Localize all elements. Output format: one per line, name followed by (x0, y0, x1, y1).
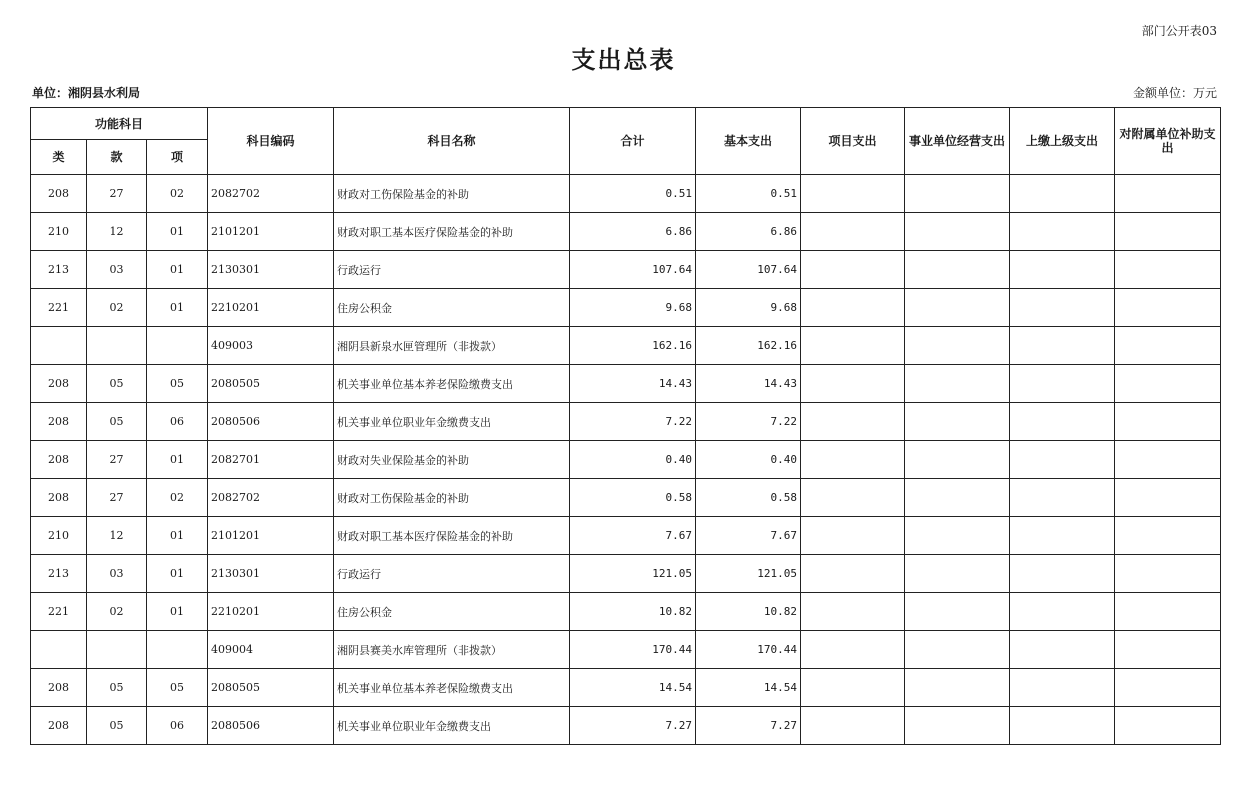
table-row (31, 251, 1221, 289)
cell-name: 行政运行 (334, 555, 570, 593)
cell-kuan: 05 (87, 365, 147, 403)
cell-lei: 213 (31, 251, 87, 289)
cell-name: 机关事业单位基本养老保险缴费支出 (334, 669, 570, 707)
header-total: 合计 (570, 108, 696, 175)
cell-kuan: 12 (87, 517, 147, 555)
cell-subsidy (1115, 555, 1221, 593)
cell-xiang: 01 (147, 441, 208, 479)
cell-xiang: 02 (147, 175, 208, 213)
cell-business (905, 251, 1010, 289)
cell-name: 财政对工伤保险基金的补助 (334, 479, 570, 517)
cell-lei: 208 (31, 365, 87, 403)
header-code: 科目编码 (208, 108, 334, 175)
cell-project (801, 403, 905, 441)
table-body (31, 175, 1221, 745)
cell-subsidy (1115, 327, 1221, 365)
cell-business (905, 669, 1010, 707)
table-row (31, 327, 1221, 365)
cell-name: 机关事业单位职业年金缴费支出 (334, 403, 570, 441)
cell-business (905, 327, 1010, 365)
header-name: 科目名称 (334, 108, 570, 175)
cell-subsidy (1115, 251, 1221, 289)
cell-code: 2210201 (208, 593, 334, 631)
cell-lei: 208 (31, 441, 87, 479)
cell-kuan: 05 (87, 403, 147, 441)
cell-upper (1010, 213, 1115, 251)
cell-subsidy (1115, 441, 1221, 479)
cell-kuan: 05 (87, 707, 147, 745)
cell-kuan: 12 (87, 213, 147, 251)
cell-project (801, 593, 905, 631)
cell-xiang: 06 (147, 707, 208, 745)
table-row (31, 403, 1221, 441)
header-kuan: 款 (87, 140, 147, 175)
cell-xiang: 01 (147, 517, 208, 555)
cell-lei: 221 (31, 593, 87, 631)
cell-subsidy (1115, 517, 1221, 555)
cell-code: 2080505 (208, 365, 334, 403)
header-xiang: 项 (147, 140, 208, 175)
cell-project (801, 175, 905, 213)
cell-basic: 9.68 (696, 289, 801, 327)
cell-total: 14.54 (570, 669, 696, 707)
cell-kuan: 27 (87, 441, 147, 479)
cell-kuan: 03 (87, 251, 147, 289)
cell-total: 14.43 (570, 365, 696, 403)
cell-subsidy (1115, 669, 1221, 707)
header-function-subject: 功能科目 (31, 108, 208, 140)
cell-basic: 14.54 (696, 669, 801, 707)
cell-code: 2082702 (208, 479, 334, 517)
cell-basic: 14.43 (696, 365, 801, 403)
cell-project (801, 289, 905, 327)
cell-upper (1010, 175, 1115, 213)
header-business: 事业单位经营支出 (905, 108, 1010, 175)
cell-code: 2101201 (208, 517, 334, 555)
cell-total: 0.40 (570, 441, 696, 479)
table-row (31, 213, 1221, 251)
cell-basic: 170.44 (696, 631, 801, 669)
cell-total: 7.67 (570, 517, 696, 555)
cell-project (801, 707, 905, 745)
cell-project (801, 251, 905, 289)
cell-lei: 221 (31, 289, 87, 327)
table-header (31, 108, 1221, 175)
cell-upper (1010, 289, 1115, 327)
cell-name: 行政运行 (334, 251, 570, 289)
cell-upper (1010, 631, 1115, 669)
table-row (31, 593, 1221, 631)
cell-subsidy (1115, 707, 1221, 745)
cell-code: 2080506 (208, 403, 334, 441)
cell-lei: 208 (31, 707, 87, 745)
cell-name: 机关事业单位基本养老保险缴费支出 (334, 365, 570, 403)
cell-upper (1010, 327, 1115, 365)
cell-kuan: 03 (87, 555, 147, 593)
cell-kuan: 05 (87, 669, 147, 707)
cell-subsidy (1115, 213, 1221, 251)
cell-total: 170.44 (570, 631, 696, 669)
cell-project (801, 517, 905, 555)
cell-basic: 7.67 (696, 517, 801, 555)
cell-total: 121.05 (570, 555, 696, 593)
cell-lei: 208 (31, 403, 87, 441)
table-row (31, 175, 1221, 213)
cell-subsidy (1115, 365, 1221, 403)
cell-xiang: 01 (147, 251, 208, 289)
cell-name: 财政对失业保险基金的补助 (334, 441, 570, 479)
cell-code: 2080505 (208, 669, 334, 707)
cell-business (905, 479, 1010, 517)
header-subsidy: 对附属单位补助支出 (1115, 108, 1221, 175)
cell-xiang: 01 (147, 289, 208, 327)
cell-kuan: 27 (87, 479, 147, 517)
cell-xiang: 01 (147, 213, 208, 251)
cell-subsidy (1115, 289, 1221, 327)
cell-project (801, 441, 905, 479)
cell-kuan (87, 327, 147, 365)
cell-xiang: 06 (147, 403, 208, 441)
cell-code: 2080506 (208, 707, 334, 745)
cell-name: 机关事业单位职业年金缴费支出 (334, 707, 570, 745)
cell-business (905, 213, 1010, 251)
cell-subsidy (1115, 593, 1221, 631)
header-lei: 类 (31, 140, 87, 175)
cell-upper (1010, 593, 1115, 631)
cell-xiang (147, 631, 208, 669)
cell-total: 7.22 (570, 403, 696, 441)
cell-lei (31, 631, 87, 669)
cell-name: 财政对工伤保险基金的补助 (334, 175, 570, 213)
cell-code: 2210201 (208, 289, 334, 327)
table-row (31, 555, 1221, 593)
cell-project (801, 479, 905, 517)
cell-total: 0.58 (570, 479, 696, 517)
header-project: 项目支出 (801, 108, 905, 175)
cell-xiang: 05 (147, 365, 208, 403)
cell-kuan: 27 (87, 175, 147, 213)
cell-business (905, 593, 1010, 631)
cell-upper (1010, 251, 1115, 289)
cell-total: 162.16 (570, 327, 696, 365)
cell-business (905, 289, 1010, 327)
cell-business (905, 175, 1010, 213)
cell-basic: 0.40 (696, 441, 801, 479)
cell-name: 湘阴县赛美水库管理所（非拨款） (334, 631, 570, 669)
cell-business (905, 403, 1010, 441)
cell-upper (1010, 365, 1115, 403)
cell-business (905, 441, 1010, 479)
cell-subsidy (1115, 479, 1221, 517)
cell-upper (1010, 707, 1115, 745)
cell-business (905, 631, 1010, 669)
cell-total: 9.68 (570, 289, 696, 327)
table-row (31, 707, 1221, 745)
unit-label: 单位：湘阴县水利局 (32, 86, 141, 100)
cell-upper (1010, 441, 1115, 479)
cell-project (801, 327, 905, 365)
cell-lei: 210 (31, 213, 87, 251)
cell-project (801, 555, 905, 593)
cell-basic: 6.86 (696, 213, 801, 251)
cell-business (905, 707, 1010, 745)
table-row (31, 479, 1221, 517)
cell-upper (1010, 555, 1115, 593)
page-title: 支出总表 (571, 46, 676, 74)
cell-code: 2082702 (208, 175, 334, 213)
cell-upper (1010, 479, 1115, 517)
cell-basic: 10.82 (696, 593, 801, 631)
cell-subsidy (1115, 175, 1221, 213)
cell-code: 2130301 (208, 251, 334, 289)
cell-business (905, 517, 1010, 555)
cell-basic: 7.27 (696, 707, 801, 745)
amount-unit-label: 金额单位：万元 (1132, 86, 1217, 100)
cell-lei: 208 (31, 175, 87, 213)
cell-name: 湘阴县新泉水匣管理所（非拨款） (334, 327, 570, 365)
cell-project (801, 669, 905, 707)
cell-upper (1010, 403, 1115, 441)
cell-kuan: 02 (87, 289, 147, 327)
cell-lei: 208 (31, 479, 87, 517)
table-row (31, 669, 1221, 707)
cell-business (905, 555, 1010, 593)
cell-basic: 7.22 (696, 403, 801, 441)
cell-xiang: 01 (147, 593, 208, 631)
cell-total: 107.64 (570, 251, 696, 289)
expenditure-table (30, 107, 1221, 745)
cell-code: 409004 (208, 631, 334, 669)
cell-total: 6.86 (570, 213, 696, 251)
table-row (31, 441, 1221, 479)
cell-name: 财政对职工基本医疗保险基金的补助 (334, 213, 570, 251)
cell-lei: 210 (31, 517, 87, 555)
cell-lei (31, 327, 87, 365)
form-code: 部门公开表03 (1141, 24, 1217, 38)
table-row (31, 289, 1221, 327)
cell-total: 7.27 (570, 707, 696, 745)
cell-subsidy (1115, 631, 1221, 669)
cell-project (801, 365, 905, 403)
cell-name: 住房公积金 (334, 593, 570, 631)
table-row (31, 365, 1221, 403)
cell-basic: 0.51 (696, 175, 801, 213)
cell-xiang: 05 (147, 669, 208, 707)
header-upper: 上缴上级支出 (1010, 108, 1115, 175)
cell-kuan: 02 (87, 593, 147, 631)
cell-code: 2130301 (208, 555, 334, 593)
cell-upper (1010, 517, 1115, 555)
cell-basic: 0.58 (696, 479, 801, 517)
cell-code: 2082701 (208, 441, 334, 479)
cell-name: 住房公积金 (334, 289, 570, 327)
cell-total: 0.51 (570, 175, 696, 213)
table-row (31, 631, 1221, 669)
cell-lei: 208 (31, 669, 87, 707)
table-row (31, 517, 1221, 555)
cell-upper (1010, 669, 1115, 707)
header-basic: 基本支出 (696, 108, 801, 175)
cell-code: 2101201 (208, 213, 334, 251)
cell-xiang: 02 (147, 479, 208, 517)
cell-name: 财政对职工基本医疗保险基金的补助 (334, 517, 570, 555)
cell-project (801, 213, 905, 251)
cell-basic: 107.64 (696, 251, 801, 289)
cell-code: 409003 (208, 327, 334, 365)
cell-lei: 213 (31, 555, 87, 593)
cell-basic: 162.16 (696, 327, 801, 365)
cell-kuan (87, 631, 147, 669)
cell-business (905, 365, 1010, 403)
cell-subsidy (1115, 403, 1221, 441)
cell-basic: 121.05 (696, 555, 801, 593)
cell-project (801, 631, 905, 669)
cell-xiang (147, 327, 208, 365)
cell-xiang: 01 (147, 555, 208, 593)
cell-total: 10.82 (570, 593, 696, 631)
